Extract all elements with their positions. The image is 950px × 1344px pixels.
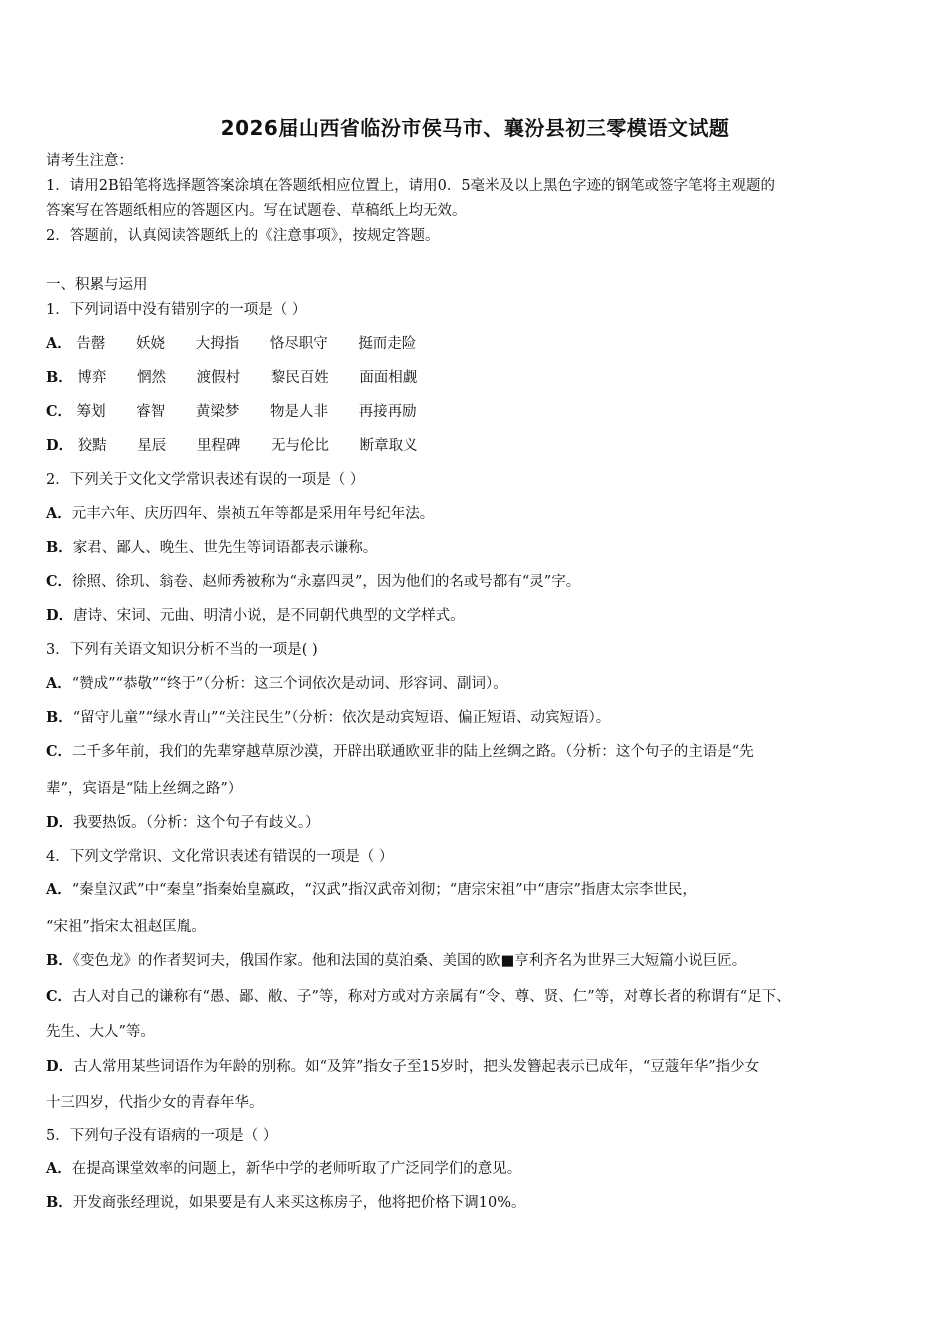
option-text: “留守儿童”“绿水青山”“关注民生”（分析：依次是动宾短语、偏正短语、动宾短语）。 <box>72 710 611 726</box>
option-word: 再接再励 <box>358 404 417 420</box>
option-letter: D． <box>46 607 74 624</box>
option-text: 《变色龙》的作者契诃夫，俄国作家。他和法国的莫泊桑、美国的欧■亨利齐名为世界三大短篇小说巨匠。 <box>72 953 747 969</box>
option-a <box>46 333 906 355</box>
option-word: 睿智 <box>136 404 166 420</box>
option-word: 妖娆 <box>135 336 165 352</box>
option-a <box>46 503 906 525</box>
option-word: 断章取义 <box>359 438 418 454</box>
option-text: “秦皇汉武”中“秦皇”指秦始皇嬴政，“汉武”指汉武帝刘彻；“唐宗宋祖”中“唐宗”指唐太宗李世民， <box>71 882 697 898</box>
option-a <box>46 673 906 695</box>
option-word: 物是人非 <box>269 404 328 420</box>
option-letter: C． <box>46 403 73 420</box>
option-continuation: 辈”，宾语是“陆上丝绸之路”） <box>46 781 243 797</box>
option-word: 面面相觑 <box>359 370 418 386</box>
option-letter: A． <box>46 335 72 352</box>
option-letter: C． <box>46 573 73 590</box>
option-letter: D． <box>46 437 74 454</box>
option-word: 大拇指 <box>195 336 240 352</box>
option-a <box>46 879 906 901</box>
option-d <box>46 1056 906 1078</box>
option-letter: A． <box>46 675 72 692</box>
option-word: 黎民百姓 <box>270 370 329 386</box>
notice-item: 1．请用2B铅笔将选择题答案涂填在答题纸相应位置上，请用0．5毫米及以上黑色字迹的钢笔或签字笔将主观题的 <box>46 178 776 194</box>
option-b <box>46 707 906 729</box>
question-stem: 3．下列有关语文知识分析不当的一项是( ) <box>46 642 318 658</box>
option-letter: A． <box>46 505 72 522</box>
option-d <box>46 812 906 834</box>
option-text: 家君、鄙人、晚生、世先生等词语都表示谦称。 <box>72 540 378 556</box>
notice-item: 2．答题前，认真阅读答题纸上的《注意事项》，按规定答题。 <box>46 228 440 244</box>
option-b <box>46 537 906 559</box>
option-c <box>46 571 906 593</box>
option-letter: C． <box>46 988 73 1005</box>
option-word: 筹划 <box>76 404 106 420</box>
option-text: 徐照、徐玑、翁卷、赵师秀被称为“永嘉四灵”，因为他们的名或号都有“灵”字。 <box>72 574 581 590</box>
option-text: 古人常用某些词语作为年龄的别称。如“及笄”指女子至15岁时，把头发簪起表示已成年，“豆蔻年华”指少女 <box>73 1059 760 1075</box>
option-continuation: 十三四岁，代指少女的青春年华。 <box>46 1095 264 1111</box>
option-letter: D． <box>46 1058 74 1075</box>
option-a <box>46 1158 906 1180</box>
option-b <box>46 950 906 972</box>
option-text: 二千多年前，我们的先辈穿越草原沙漠，开辟出联通欧亚非的陆上丝绸之路。（分析：这个句子的主语是“先 <box>72 744 754 760</box>
question-stem: 4．下列文学常识、文化常识表述有错误的一项是（ ） <box>46 849 394 865</box>
option-word: 里程碑 <box>196 438 241 454</box>
option-word: 告罄 <box>76 336 106 352</box>
page-title: 2026届山西省临汾市侯马市、襄汾县初三零模语文试题 <box>220 116 730 140</box>
option-text: 在提高课堂效率的问题上，新华中学的老师听取了广泛同学们的意见。 <box>71 1161 522 1177</box>
option-letter: B． <box>46 1194 73 1211</box>
option-letter: B． <box>46 539 73 556</box>
option-letter: B． <box>46 952 73 969</box>
option-c <box>46 986 906 1008</box>
question-stem: 5．下列句子没有语病的一项是（ ） <box>46 1128 278 1144</box>
option-word: 惘然 <box>136 370 166 386</box>
option-b <box>46 367 906 389</box>
section-heading: 一、积累与运用 <box>46 277 148 293</box>
option-letter: A． <box>46 1160 72 1177</box>
option-text: 开发商张经理说，如果要是有人来买这栋房子，他将把价格下调10%。 <box>72 1195 526 1211</box>
option-word: 挺而走险 <box>358 336 417 352</box>
option-word: 无与伦比 <box>271 438 330 454</box>
option-letter: C． <box>46 743 73 760</box>
option-word: 博弈 <box>77 370 107 386</box>
option-continuation: “宋祖”指宋太祖赵匡胤。 <box>46 919 206 935</box>
notice-item: 答案写在答题纸相应的答题区内。写在试题卷、草稿纸上均无效。 <box>46 203 467 219</box>
question-stem: 2．下列关于文化文学常识表述有误的一项是（ ） <box>46 472 365 488</box>
option-text: 元丰六年、庆历四年、崇祯五年等都是采用年号纪年法。 <box>71 506 435 522</box>
option-d <box>46 605 906 627</box>
option-word: 狡黠 <box>77 438 107 454</box>
option-word: 星辰 <box>137 438 167 454</box>
option-text: 我要热饭。（分析：这个句子有歧义。） <box>73 815 320 831</box>
option-text: 唐诗、宋词、元曲、明清小说，是不同朝代典型的文学样式。 <box>73 608 465 624</box>
option-text: 古人对自己的谦称有“愚、鄙、敝、子”等，称对方或对方亲属有“令、尊、贤、仁”等，对尊长者的称谓有“足下、 <box>72 989 791 1005</box>
option-d <box>46 435 906 457</box>
option-continuation: 先生、大人”等。 <box>46 1024 155 1040</box>
option-c <box>46 741 906 763</box>
option-word: 渡假村 <box>196 370 241 386</box>
question-stem: 1．下列词语中没有错别字的一项是（ ） <box>46 302 307 318</box>
notice-heading: 请考生注意： <box>46 153 133 169</box>
option-letter: A． <box>46 881 72 898</box>
option-letter: D． <box>46 814 74 831</box>
option-letter: B． <box>46 709 73 726</box>
option-b <box>46 1192 906 1214</box>
option-word: 恪尽职守 <box>269 336 328 352</box>
option-text: “赞成”“恭敬”“终于”（分析：这三个词依次是动词、形容词、副词）。 <box>71 676 508 692</box>
option-letter: B． <box>46 369 73 386</box>
option-c <box>46 401 906 423</box>
option-word: 黄梁梦 <box>195 404 240 420</box>
